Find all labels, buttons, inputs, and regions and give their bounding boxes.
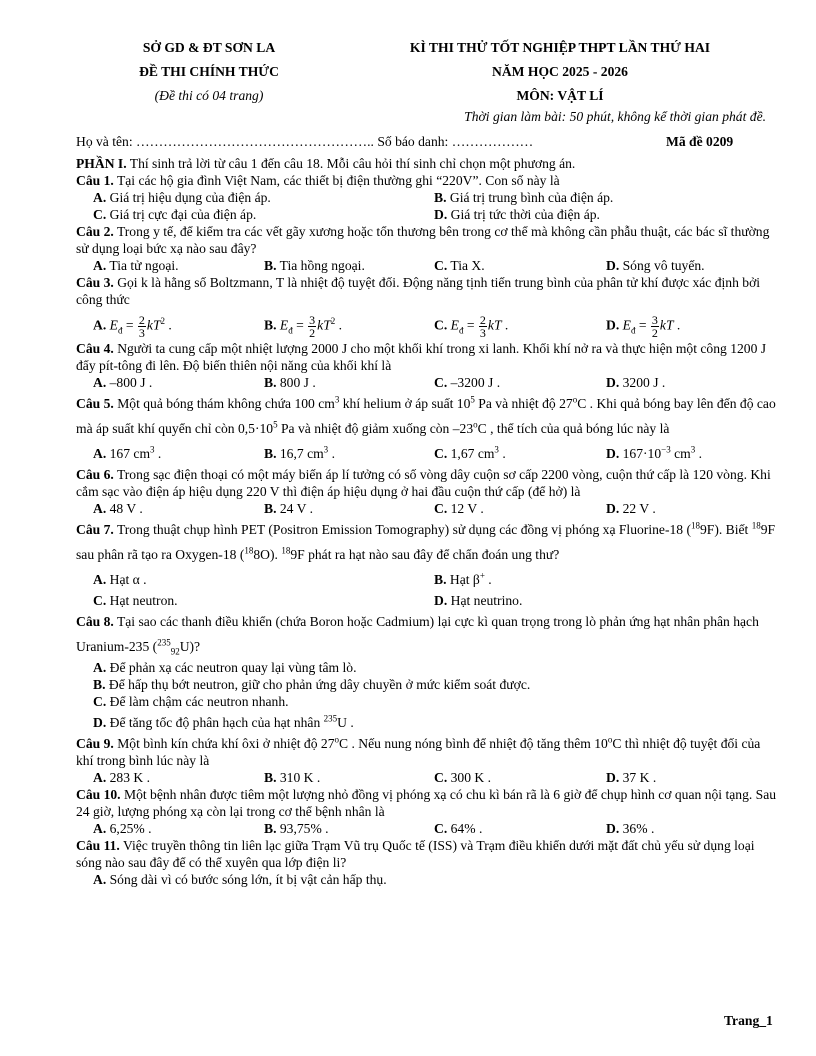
option-d[interactable]: D. 36% .	[606, 821, 655, 836]
option-b[interactable]: B. $E_đ$ = $\frac{3}{2}$ $kT^2$ .	[264, 313, 343, 340]
subject: MÔN: VẬT LÍ	[516, 88, 604, 103]
option-a[interactable]: A. Sóng dài vì có bước sóng lớn, ít bị vật cản hấp thụ.	[93, 872, 387, 887]
official-exam-label: ĐỀ THI CHÍNH THỨC	[139, 64, 279, 79]
question-6: Câu 6. Trong sạc điện thoại có một máy biến áp lí tưởng có số vòng dây cuộn sơ cấp 2200 vòng, cuộn thứ cấp là 120 vòng. Khi cắm sạc vào điện áp hiệu dụng 220 V thì điện áp hiệu dụng ở hai đầu cuộn thứ cấp (để hở) là	[76, 467, 771, 499]
option-b[interactable]: B. Tia hồng ngoại.	[264, 258, 365, 273]
question-1-options-row1	[76, 189, 780, 206]
option-a[interactable]: A. 283 K .	[93, 770, 151, 785]
question-5: Câu 5. Một quả bóng thám không chứa 100 $cm^3$ khí helium ở áp suất $10^5$ Pa và nhiệt độ 27$^o$C . Khi quả bóng bay lên đến độ cao mà áp suất khí quyển chỉ còn $0,5\cdot 10^5$ Pa và nhiệt độ giảm xuống còn –23$^o$C , thể tích của quả bóng lúc này là	[76, 394, 776, 436]
option-a[interactable]: A. Hạt α .	[93, 572, 147, 587]
question-5-options	[76, 441, 780, 466]
page-number: Trang_1	[724, 1013, 773, 1028]
option-b[interactable]: B. 310 K .	[264, 770, 321, 785]
option-c[interactable]: C. $E_đ$ = $\frac{2}{3}$ kT .	[434, 313, 509, 340]
question-8: Câu 8. Tại sao các thanh điều khiển (chứa Boron hoặc Cadmium) lại cực kì quan trọng trong lò phản ứng hạt nhân phân hạch Uranium-235 ($^{235}_{92}$U)?	[76, 614, 759, 657]
question-10-options	[76, 820, 780, 837]
header-right	[350, 36, 770, 108]
time-note: Thời gian làm bài: 50 phút, không kể thời gian phát đề.	[464, 109, 766, 124]
option-c[interactable]: C. Tia X.	[434, 258, 485, 273]
option-d[interactable]: D. $E_đ$ = $\frac{3}{2}$ kT .	[606, 313, 681, 340]
option-a[interactable]: A. –800 J .	[93, 375, 153, 390]
header-left	[84, 36, 334, 108]
exam-title: KÌ THI THỬ TỐT NGHIỆP THPT LẦN THỨ HAI	[409, 40, 711, 55]
school-year: NĂM HỌC 2025 - 2026	[492, 64, 628, 79]
option-b[interactable]: B. 800 J .	[264, 375, 316, 390]
option-a[interactable]: A. 48 V .	[93, 501, 143, 516]
option-d[interactable]: D. 22 V .	[606, 501, 656, 516]
question-4: Câu 4. Người ta cung cấp một nhiệt lượng 2000 J cho một khối khí trong xi lanh. Khối khí nở ra và thực hiện một công 1200 J đẩy pít-tông đi lên. Độ biến thiên nội năng của khối khí là	[76, 341, 767, 373]
question-11: Câu 11. Việc truyền thông tin liên lạc giữa Trạm Vũ trụ Quốc tế (ISS) và Trạm điều khiển dưới mặt đất chủ yếu sử dụng loại sóng nào sau đây để có thể xuyên qua lớp điện li?	[76, 838, 755, 870]
option-b[interactable]: B. 93,75% .	[264, 821, 329, 836]
questions-content	[76, 155, 780, 888]
question-2: Câu 2. Trong y tế, để kiểm tra các vết gãy xương hoặc tổn thương bên trong cơ thể mà không cần phẫu thuật, các bác sĩ thường sử dụng loại bức xạ nào sau đây?	[76, 224, 770, 256]
question-9: Câu 9. Một bình kín chứa khí ôxi ở nhiệt độ 27$^o$C . Nếu nung nóng bình để nhiệt độ tăng thêm 10$^o$C thì nhiệt độ tuyệt đối của khí trong bình lúc này là	[76, 734, 761, 768]
option-b[interactable]: B. Giá trị trung bình của điện áp.	[434, 190, 614, 205]
option-a[interactable]: A. Để phản xạ các neutron quay lại vùng tâm lò.	[93, 660, 357, 675]
option-a[interactable]: A. 167 $cm^3$ .	[93, 444, 162, 461]
option-a[interactable]: A. 6,25% .	[93, 821, 152, 836]
question-7-options-row1	[76, 567, 780, 592]
exam-code: Mã đề 0209	[666, 134, 734, 149]
option-a[interactable]: A. Giá trị hiệu dụng của điện áp.	[93, 190, 271, 205]
option-c[interactable]: C. Để làm chậm các neutron nhanh.	[93, 694, 289, 709]
candidate-info	[76, 133, 756, 150]
option-d[interactable]: D. Sóng vô tuyến.	[606, 258, 705, 273]
option-c[interactable]: C. 12 V .	[434, 501, 484, 516]
option-c[interactable]: C. –3200 J .	[434, 375, 501, 390]
question-6-options	[76, 500, 780, 517]
option-c[interactable]: C. Hạt neutron.	[93, 593, 178, 608]
question-1-options-row2	[76, 206, 780, 223]
option-a[interactable]: A. $E_đ$ = $\frac{2}{3}$ $kT^2$ .	[93, 313, 172, 340]
option-c[interactable]: C. 300 K .	[434, 770, 492, 785]
question-3-options	[76, 308, 780, 340]
department-name: SỞ GD & ĐT SƠN LA	[142, 40, 276, 55]
option-d[interactable]: D. $167\cdot 10^{-3}$ $cm^3$ .	[606, 444, 703, 461]
page-count-note: (Đề thi có 04 trang)	[154, 88, 264, 103]
name-label: Họ và tên: ……………………………………………..	[76, 134, 374, 149]
option-b[interactable]: B. Để hấp thụ bớt neutron, giữ cho phản ứng dây chuyền ở mức kiểm soát được.	[93, 677, 531, 692]
option-b[interactable]: B. Hạt β+ .	[434, 570, 492, 587]
sbd-label: Số báo danh: ………………	[377, 134, 534, 149]
option-c[interactable]: C. 64% .	[434, 821, 483, 836]
option-d[interactable]: D. Để tăng tốc độ phân hạch của hạt nhân $^{235}$U .	[93, 713, 354, 730]
option-b[interactable]: B. 24 V .	[264, 501, 313, 516]
question-1: Câu 1. Tại các hộ gia đình Việt Nam, các thiết bị điện thường ghi “220V”. Con số này là	[76, 173, 560, 188]
option-d[interactable]: D. Hạt neutrino.	[434, 593, 523, 608]
question-4-options	[76, 374, 780, 391]
option-c[interactable]: C. 1,67 $cm^3$ .	[434, 444, 506, 461]
option-a[interactable]: A. Tia tử ngoại.	[93, 258, 179, 273]
question-2-options	[76, 257, 780, 274]
question-7-options-row2	[76, 592, 780, 609]
question-10: Câu 10. Một bệnh nhân được tiêm một lượng nhỏ đồng vị phóng xạ có chu kì bán rã là 6 giờ để chụp hình cơ quan nội tạng. Sau 24 giờ, lượng phóng xạ còn lại trong cơ thể bệnh nhân là	[76, 787, 777, 819]
option-b[interactable]: B. 16,7 $cm^3$ .	[264, 444, 335, 461]
option-d[interactable]: D. 3200 J .	[606, 375, 666, 390]
option-d[interactable]: D. 37 K .	[606, 770, 657, 785]
question-7: Câu 7. Trong thuật chụp hình PET (Positron Emission Tomography) sử dụng các đồng vị phóng xạ Fluorine-18 ($^{18}$9F). Biết $^{18}$9F sau phân rã tạo ra Oxygen-18 ($^{18}$8O). $^{18}$9F phát ra hạt nào sau đây để chẩn đoán ung thư?	[76, 520, 776, 562]
option-c[interactable]: C. Giá trị cực đại của điện áp.	[93, 207, 257, 222]
question-9-options	[76, 769, 780, 786]
question-3: Câu 3. Gọi k là hằng số Boltzmann, T là nhiệt độ tuyệt đối. Động năng tịnh tiến trung bình của phân tử khí được xác định bởi công thức	[76, 275, 761, 307]
option-d[interactable]: D. Giá trị tức thời của điện áp.	[434, 207, 600, 222]
part-heading: PHẦN I. Thí sinh trả lời từ câu 1 đến câu 18. Mỗi câu hỏi thí sinh chỉ chọn một phương án.	[76, 156, 576, 171]
